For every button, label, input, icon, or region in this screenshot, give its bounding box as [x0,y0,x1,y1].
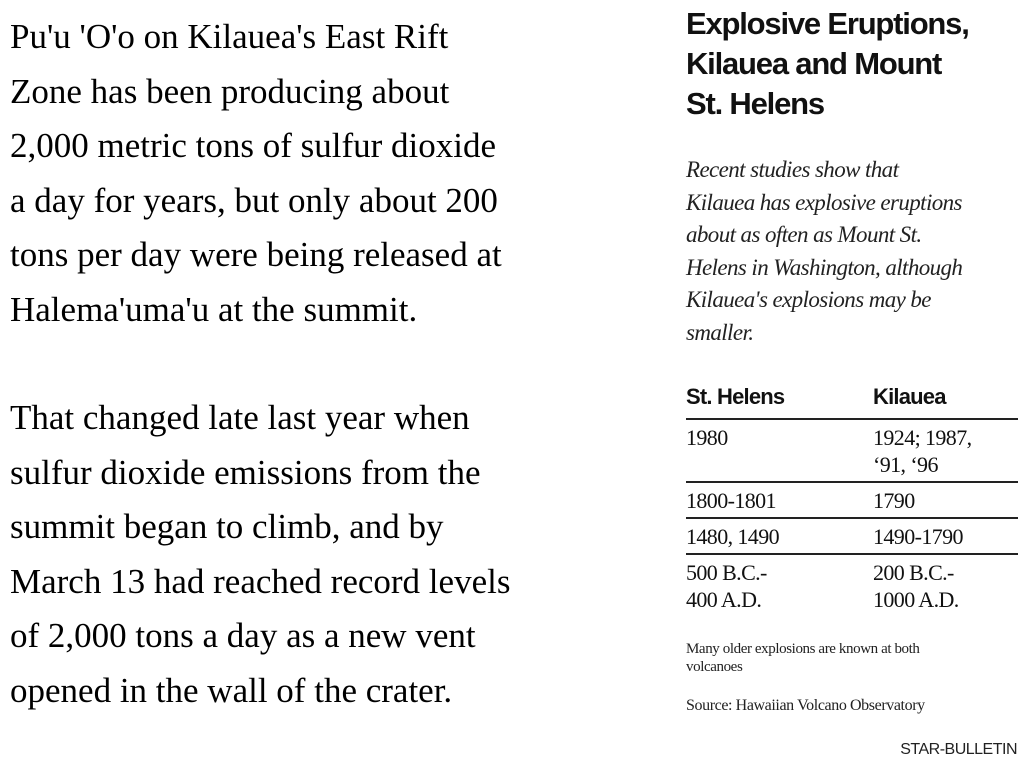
note-line: volcanoes [686,659,743,675]
text-line: of 2,000 tons a day as a new vent [10,616,476,655]
note-line: Many older explosions are known at both [686,641,920,657]
text-line: sulfur dioxide emissions from the [10,452,481,492]
text-line: Pu'u 'O'o on Kilauea's East Rift [10,17,449,56]
cell-line: 1490-1790 [873,524,963,549]
kilauea-cell [873,419,1018,482]
header-st-helens: St. Helens [686,384,873,419]
cell-line: 1000 A.D. [873,587,959,612]
publication-credit: STAR-BULLETIN [900,741,1017,758]
st-helens-cell [686,518,873,554]
st-helens-cell [686,419,873,482]
intro-line: Kilauea's explosions may be [686,287,931,313]
cell-line: 1480, 1490 [686,524,780,549]
st-helens-cell [686,482,873,518]
cell-line: 200 B.C.- [873,560,954,585]
title-line: Explosive Eruptions, [686,6,969,41]
text-line: opened in the wall of the crater. [10,670,453,710]
text-line: summit began to climb, and by [10,507,444,546]
table-row [686,419,1018,482]
text-line: 2,000 metric tons of sulfur dioxide [10,126,497,165]
table-row [686,554,1018,616]
article-paragraph [10,391,670,718]
text-line: Halema'uma'u at the summit. [10,289,418,329]
intro-line: smaller. [686,319,754,345]
article-text [10,10,670,718]
text-line: tons per day were being released at [10,235,502,274]
text-line: March 13 had reached record levels [10,561,511,601]
cell-line: 400 A.D. [686,587,762,612]
text-line: a day for years, but only about 200 [10,180,498,220]
table-row [686,482,1018,518]
intro-line: Helens in Washington, although [686,254,963,280]
text-line: Zone has been producing about [10,71,450,111]
cell-line: 500 B.C.- [686,560,767,585]
newspaper-graphic [686,0,1021,768]
eruption-table [686,384,1018,616]
table-row [686,518,1018,554]
title-line: St. Helens [686,86,824,121]
cell-line: 1790 [873,488,915,513]
kilauea-cell [873,482,1018,518]
cell-line: 1980 [686,425,728,450]
intro-line: about as often as Mount St. [686,222,922,248]
st-helens-cell [686,554,873,616]
header-kilauea: Kilauea [873,384,1018,419]
graphic-intro [686,154,962,350]
kilauea-cell [873,554,1018,616]
table-header-row [686,384,1018,419]
intro-line: Kilauea has explosive eruptions [686,189,962,215]
cell-line: 1800-1801 [686,488,776,513]
cell-line: ‘91, ‘96 [873,452,938,477]
graphic-note [686,640,920,676]
graphic-source: Source: Hawaiian Volcano Observatory [686,697,925,714]
kilauea-cell [873,518,1018,554]
cell-line: 1924; 1987, [873,425,972,450]
intro-line: Recent studies show that [686,157,899,182]
graphic-title [686,4,969,124]
article-paragraph [10,10,670,337]
text-line: That changed late last year when [10,398,470,437]
title-line: Kilauea and Mount [686,46,942,81]
